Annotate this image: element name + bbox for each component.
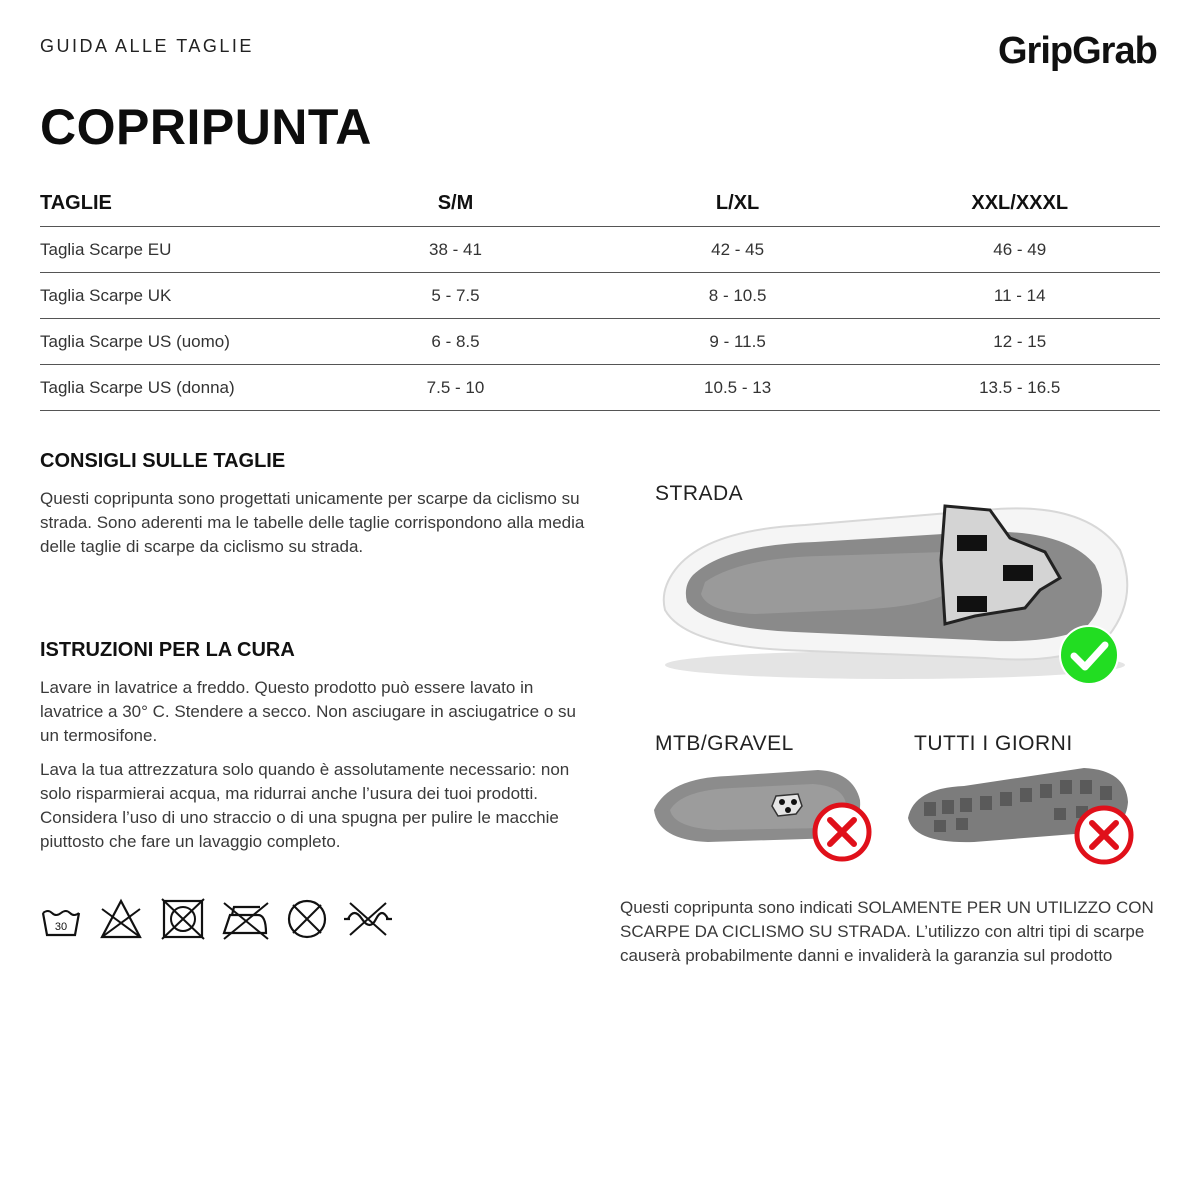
compatibility-note: Questi copripunta sono indicati SOLAMENTE PER UN UTILIZZO CON SCARPE DA CICLISMO SU STRADA. L’utilizzo con altri tipi di scarpe causerà probabilmente danni e invaliderà la garanzia sul prodotto [620, 898, 1154, 965]
size-advice-text: Questi copripunta sono progettati unicamente per scarpe da ciclismo su strada. Sono aderenti ma le tabelle delle taglie corrispondono alla media delle taglie di scarpe da ciclismo su strada. [40, 489, 585, 556]
brand-logo: GripGrab [998, 30, 1157, 72]
care-text-1: Lavare in lavatrice a freddo. Questo prodotto può essere lavato in lavatrice a 30° C. Stendere a secco. Non asciugare in asciugatrice o su un termosifone. [40, 678, 576, 745]
table-cell: 10.5 - 13 [596, 365, 880, 411]
row-label: Taglia Scarpe US (donna) [40, 365, 315, 411]
page-eyebrow: GUIDA ALLE TAGLIE [40, 36, 254, 56]
mtb-shoe-label: MTB/GRAVEL [655, 732, 794, 755]
table-row [40, 273, 1160, 319]
header-l-xl: L/XL [596, 180, 880, 227]
wash-30-icon [40, 897, 82, 941]
care-heading: ISTRUZIONI PER LA CURA [40, 639, 295, 661]
svg-text:30: 30 [54, 921, 68, 933]
table-cell: 5 - 7.5 [315, 273, 596, 319]
table-cell: 11 - 14 [879, 273, 1160, 319]
no-dry-clean-icon [284, 897, 330, 941]
check-icon [1058, 624, 1120, 686]
row-label: Taglia Scarpe EU [40, 227, 315, 273]
table-row [40, 365, 1160, 411]
table-cell: 38 - 41 [315, 227, 596, 273]
row-label: Taglia Scarpe US (uomo) [40, 319, 315, 365]
no-iron-icon [220, 897, 272, 941]
table-cell: 7.5 - 10 [315, 365, 596, 411]
table-row [40, 227, 1160, 273]
table-cell: 8 - 10.5 [596, 273, 880, 319]
road-shoe-label: STRADA [655, 482, 744, 505]
page-title: COPRIPUNTA [40, 99, 372, 155]
table-cell: 13.5 - 16.5 [879, 365, 1160, 411]
casual-shoe-label: TUTTI I GIORNI [914, 732, 1073, 755]
size-table-header [40, 180, 1160, 227]
no-bleach-icon [98, 897, 144, 941]
table-cell: 42 - 45 [596, 227, 880, 273]
header-xxl-xxxl: XXL/XXXL [879, 180, 1160, 227]
table-row [40, 319, 1160, 365]
header-s-m: S/M [315, 180, 596, 227]
no-tumble-dry-icon [160, 897, 206, 941]
table-cell: 9 - 11.5 [596, 319, 880, 365]
table-cell: 12 - 15 [879, 319, 1160, 365]
size-table [40, 180, 1160, 411]
size-advice-heading: CONSIGLI SULLE TAGLIE [40, 450, 286, 472]
header-sizes: TAGLIE [40, 180, 315, 227]
care-symbols [40, 897, 400, 941]
table-cell: 6 - 8.5 [315, 319, 596, 365]
no-wring-icon [342, 897, 394, 941]
table-cell: 46 - 49 [879, 227, 1160, 273]
row-label: Taglia Scarpe UK [40, 273, 315, 319]
cross-icon-mtb [810, 800, 874, 864]
cross-icon-casual [1072, 803, 1136, 867]
care-text-2: Lava la tua attrezzatura solo quando è assolutamente necessario: non solo risparmierai acqua, ma ridurrai anche l’usura dei tuoi prodotti. Considera l’uso di uno straccio o di una spugna per pulire le macchie piuttosto che fare un lavaggio completo. [40, 760, 570, 851]
